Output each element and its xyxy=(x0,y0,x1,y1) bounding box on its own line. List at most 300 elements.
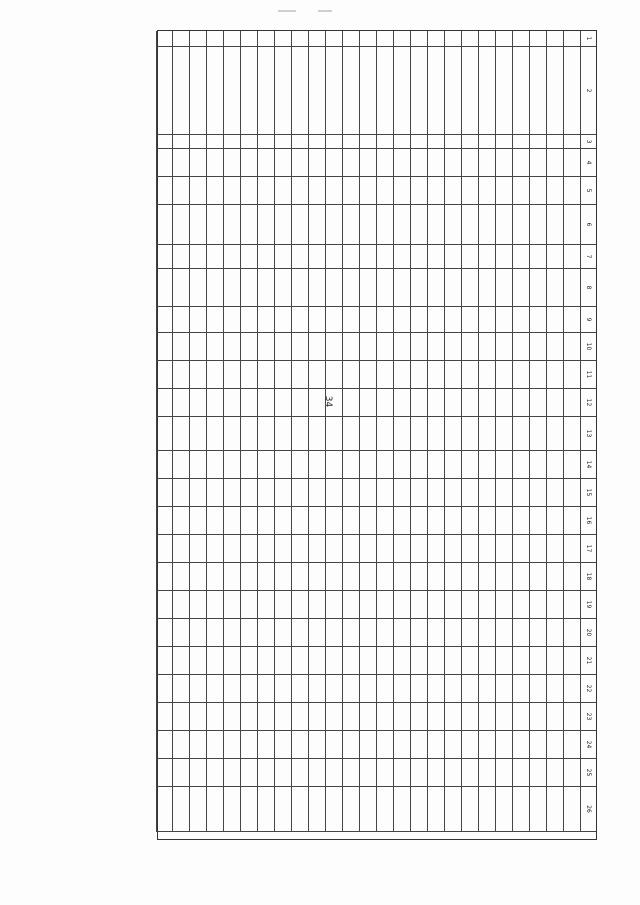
table-cell xyxy=(512,647,529,675)
table-cell xyxy=(495,703,512,731)
table-cell xyxy=(172,245,189,269)
table-cell xyxy=(206,479,223,507)
table-cell xyxy=(563,361,580,389)
table-cell xyxy=(427,149,444,177)
table-cell xyxy=(359,177,376,205)
table-cell xyxy=(172,135,189,149)
table-cell xyxy=(342,591,359,619)
table-cell xyxy=(427,417,444,451)
table-cell xyxy=(529,177,546,205)
table-cell xyxy=(546,787,563,832)
table-cell xyxy=(427,135,444,149)
table-cell xyxy=(495,177,512,205)
table-cell xyxy=(529,731,546,759)
table-cell xyxy=(223,507,240,535)
table-cell xyxy=(342,535,359,563)
table-cell xyxy=(512,333,529,361)
table-cell xyxy=(427,703,444,731)
table-cell xyxy=(563,177,580,205)
table-cell xyxy=(546,451,563,479)
table-cell xyxy=(478,245,495,269)
table-cell xyxy=(172,507,189,535)
table-cell xyxy=(529,479,546,507)
table-cell xyxy=(172,31,189,47)
table-cell xyxy=(325,361,342,389)
table-cell xyxy=(308,535,325,563)
table-cell xyxy=(206,563,223,591)
table-cell xyxy=(156,591,172,619)
table-cell xyxy=(393,205,410,245)
table-cell xyxy=(512,47,529,135)
table-cell xyxy=(478,47,495,135)
table-cell xyxy=(546,135,563,149)
table-cell xyxy=(512,759,529,787)
table-cell xyxy=(393,31,410,47)
table-cell xyxy=(461,479,478,507)
table-cell xyxy=(308,591,325,619)
table-cell xyxy=(274,703,291,731)
table-cell xyxy=(563,135,580,149)
table-cell xyxy=(308,787,325,832)
table-cell xyxy=(461,619,478,647)
table-cell xyxy=(529,269,546,307)
column-number-cell: 9 xyxy=(580,307,596,333)
table-cell xyxy=(156,675,172,703)
table-cell xyxy=(156,361,172,389)
table-cell xyxy=(393,307,410,333)
table-cell xyxy=(156,333,172,361)
table-cell xyxy=(257,647,274,675)
table-cell xyxy=(257,205,274,245)
table-cell xyxy=(461,135,478,149)
table-cell xyxy=(427,31,444,47)
table-cell xyxy=(563,591,580,619)
table-cell xyxy=(461,507,478,535)
table-cell xyxy=(325,675,342,703)
table-cell xyxy=(257,47,274,135)
table-cell xyxy=(172,333,189,361)
table-cell xyxy=(274,451,291,479)
table-cell xyxy=(529,245,546,269)
table-cell xyxy=(257,31,274,47)
table-cell xyxy=(189,269,206,307)
table-cell xyxy=(223,149,240,177)
table-cell xyxy=(223,307,240,333)
table-cell xyxy=(529,31,546,47)
table-cell xyxy=(325,333,342,361)
table-cell xyxy=(444,135,461,149)
table-cell xyxy=(359,31,376,47)
table-cell xyxy=(156,47,172,135)
table-cell xyxy=(461,389,478,417)
table-cell xyxy=(478,451,495,479)
table-cell xyxy=(257,307,274,333)
table-cell xyxy=(512,307,529,333)
table-cell xyxy=(478,619,495,647)
table-cell xyxy=(359,149,376,177)
table-cell xyxy=(478,177,495,205)
table-cell xyxy=(342,307,359,333)
table-cell xyxy=(393,333,410,361)
table-cell xyxy=(172,535,189,563)
table-cell xyxy=(563,245,580,269)
table-cell xyxy=(512,149,529,177)
table-cell xyxy=(546,149,563,177)
table-cell xyxy=(274,361,291,389)
table-cell xyxy=(274,149,291,177)
table-cell xyxy=(342,389,359,417)
table-cell xyxy=(240,269,257,307)
table-cell xyxy=(512,177,529,205)
table-cell xyxy=(512,135,529,149)
column-number-cell: 6 xyxy=(580,205,596,245)
table-cell xyxy=(529,759,546,787)
table-cell xyxy=(444,759,461,787)
table-cell xyxy=(156,135,172,149)
table-cell xyxy=(563,307,580,333)
table-cell xyxy=(410,535,427,563)
table-cell xyxy=(359,507,376,535)
table-cell xyxy=(563,389,580,417)
table-cell xyxy=(240,563,257,591)
table-cell xyxy=(512,389,529,417)
table-cell xyxy=(308,389,325,417)
table-cell xyxy=(189,451,206,479)
table-cell xyxy=(478,507,495,535)
table-cell xyxy=(257,731,274,759)
table-cell xyxy=(206,507,223,535)
table-cell xyxy=(325,307,342,333)
table-cell xyxy=(410,31,427,47)
table-cell xyxy=(274,619,291,647)
table-cell xyxy=(240,389,257,417)
table-cell xyxy=(189,591,206,619)
table-cell xyxy=(240,479,257,507)
table-cell xyxy=(291,451,308,479)
table-cell xyxy=(444,361,461,389)
table-cell xyxy=(512,591,529,619)
table-cell xyxy=(529,361,546,389)
table-cell xyxy=(359,591,376,619)
table-cell xyxy=(206,149,223,177)
table-cell xyxy=(359,451,376,479)
table-cell xyxy=(512,31,529,47)
table-cell xyxy=(410,149,427,177)
table-cell xyxy=(444,245,461,269)
table-cell xyxy=(172,451,189,479)
table-cell xyxy=(189,47,206,135)
table-cell xyxy=(529,507,546,535)
table-cell xyxy=(461,47,478,135)
table-cell xyxy=(376,269,393,307)
table-cell xyxy=(172,675,189,703)
column-number-cell: 10 xyxy=(580,333,596,361)
table-cell xyxy=(257,675,274,703)
table-cell xyxy=(274,47,291,135)
table-cell xyxy=(495,647,512,675)
table-cell xyxy=(495,591,512,619)
table-cell xyxy=(172,479,189,507)
table-cell xyxy=(308,619,325,647)
table-cell xyxy=(291,507,308,535)
table-cell xyxy=(410,177,427,205)
table-cell xyxy=(206,731,223,759)
table-cell xyxy=(376,389,393,417)
table-cell xyxy=(291,703,308,731)
table-cell xyxy=(240,177,257,205)
table-cell xyxy=(291,361,308,389)
table-cell xyxy=(529,149,546,177)
table-cell xyxy=(240,675,257,703)
table-cell xyxy=(189,619,206,647)
column-number-cell: 26 xyxy=(580,787,596,832)
table-cell xyxy=(444,417,461,451)
table-cell xyxy=(427,205,444,245)
table-cell xyxy=(359,333,376,361)
table-cell xyxy=(274,591,291,619)
table-cell xyxy=(376,563,393,591)
table-cell xyxy=(223,245,240,269)
table-cell xyxy=(478,361,495,389)
table-cell xyxy=(257,269,274,307)
column-number-cell: 11 xyxy=(580,361,596,389)
column-number-cell: 18 xyxy=(580,563,596,591)
column-number-cell: 12 xyxy=(580,389,596,417)
table-cell xyxy=(206,245,223,269)
table-cell xyxy=(156,535,172,563)
table-cell xyxy=(325,535,342,563)
table-cell xyxy=(393,787,410,832)
table-cell xyxy=(495,31,512,47)
table-cell xyxy=(206,417,223,451)
table-cell xyxy=(427,731,444,759)
table-cell xyxy=(359,269,376,307)
table-cell xyxy=(495,205,512,245)
table-cell xyxy=(223,361,240,389)
table-cell xyxy=(529,619,546,647)
table-cell xyxy=(410,479,427,507)
table-cell xyxy=(410,451,427,479)
table-cell xyxy=(546,591,563,619)
table-cell xyxy=(156,149,172,177)
table-cell xyxy=(189,535,206,563)
table-cell xyxy=(546,361,563,389)
table-cell xyxy=(240,731,257,759)
table-cell xyxy=(563,675,580,703)
table-cell xyxy=(257,787,274,832)
table-cell xyxy=(461,647,478,675)
table-cell xyxy=(291,177,308,205)
table-cell xyxy=(291,333,308,361)
table-cell xyxy=(223,787,240,832)
table-cell xyxy=(223,703,240,731)
table-cell xyxy=(393,245,410,269)
table-cell xyxy=(393,479,410,507)
table-cell xyxy=(563,479,580,507)
table-cell xyxy=(444,647,461,675)
column-number-cell: 8 xyxy=(580,269,596,307)
table-cell xyxy=(444,731,461,759)
table-cell xyxy=(546,269,563,307)
table-cell xyxy=(274,31,291,47)
table-cell xyxy=(546,535,563,563)
table-cell xyxy=(410,205,427,245)
table-cell xyxy=(393,47,410,135)
table-cell xyxy=(325,451,342,479)
table-cell xyxy=(240,361,257,389)
table-cell xyxy=(223,177,240,205)
table-cell xyxy=(291,591,308,619)
table-cell xyxy=(393,451,410,479)
table-cell xyxy=(563,507,580,535)
table-cell xyxy=(478,591,495,619)
table-cell xyxy=(444,269,461,307)
table-cell xyxy=(563,451,580,479)
table-cell xyxy=(240,149,257,177)
table-cell xyxy=(156,647,172,675)
table-cell xyxy=(427,389,444,417)
table-cell xyxy=(529,417,546,451)
column-number-cell: 3 xyxy=(580,135,596,149)
table-cell xyxy=(563,205,580,245)
table-cell xyxy=(410,135,427,149)
table-cell xyxy=(240,333,257,361)
table-cell xyxy=(274,535,291,563)
table-cell xyxy=(172,703,189,731)
table-cell xyxy=(274,417,291,451)
table-cell xyxy=(308,417,325,451)
table-cell xyxy=(444,479,461,507)
table-cell xyxy=(206,307,223,333)
table-cell xyxy=(563,333,580,361)
table-cell xyxy=(461,361,478,389)
table-cell xyxy=(189,787,206,832)
table-cell xyxy=(172,47,189,135)
table-cell xyxy=(376,333,393,361)
table-cell xyxy=(512,245,529,269)
table-cell xyxy=(274,647,291,675)
table-cell xyxy=(410,245,427,269)
table-cell xyxy=(291,269,308,307)
table-cell xyxy=(478,205,495,245)
table-cell xyxy=(512,675,529,703)
column-number-cell: 2 xyxy=(580,47,596,135)
table-cell xyxy=(223,647,240,675)
table-cell xyxy=(359,787,376,832)
table-cell xyxy=(325,245,342,269)
table-cell xyxy=(495,361,512,389)
table-cell xyxy=(546,31,563,47)
table-cell xyxy=(342,731,359,759)
table-cell xyxy=(342,675,359,703)
table-cell xyxy=(291,245,308,269)
table-cell xyxy=(274,245,291,269)
table-cell xyxy=(461,787,478,832)
table-cell xyxy=(257,703,274,731)
table-cell xyxy=(461,149,478,177)
table-cell xyxy=(206,47,223,135)
table-cell xyxy=(546,389,563,417)
table-cell xyxy=(172,361,189,389)
table-cell xyxy=(495,417,512,451)
table-cell xyxy=(478,135,495,149)
table-cell xyxy=(172,269,189,307)
table-cell xyxy=(495,619,512,647)
table-cell xyxy=(189,479,206,507)
table-cell xyxy=(410,787,427,832)
table-cell xyxy=(478,31,495,47)
table-cell xyxy=(342,703,359,731)
table-cell xyxy=(223,535,240,563)
table-cell xyxy=(308,507,325,535)
table-cell xyxy=(478,703,495,731)
table-cell xyxy=(291,47,308,135)
table-cell xyxy=(478,787,495,832)
table-cell xyxy=(308,47,325,135)
table-cell xyxy=(427,47,444,135)
table-cell xyxy=(325,389,342,417)
column-number-cell: 20 xyxy=(580,619,596,647)
table-cell xyxy=(342,759,359,787)
table-cell xyxy=(427,535,444,563)
table-cell xyxy=(427,787,444,832)
table-cell xyxy=(206,269,223,307)
table-cell xyxy=(529,451,546,479)
table-cell xyxy=(410,307,427,333)
table-cell xyxy=(376,177,393,205)
table-cell xyxy=(563,703,580,731)
table-cell xyxy=(342,333,359,361)
table-cell xyxy=(172,619,189,647)
table-cell xyxy=(495,451,512,479)
table-cell xyxy=(206,759,223,787)
table-cell xyxy=(393,177,410,205)
column-number-cell: 4 xyxy=(580,149,596,177)
table-cell xyxy=(546,675,563,703)
table-cell xyxy=(274,479,291,507)
table-cell xyxy=(512,269,529,307)
table-cell xyxy=(376,591,393,619)
table-cell xyxy=(308,451,325,479)
table-cell xyxy=(444,619,461,647)
table-cell xyxy=(172,389,189,417)
table-cell xyxy=(444,507,461,535)
table-cell xyxy=(223,47,240,135)
table-cell xyxy=(376,451,393,479)
table-cell xyxy=(308,269,325,307)
table-cell xyxy=(206,177,223,205)
table-cell xyxy=(461,269,478,307)
table-cell xyxy=(427,333,444,361)
table-cell xyxy=(291,563,308,591)
table-cell xyxy=(257,563,274,591)
table-cell xyxy=(461,417,478,451)
table-cell xyxy=(189,149,206,177)
table-cell xyxy=(342,563,359,591)
table-cell xyxy=(427,563,444,591)
table-cell xyxy=(172,417,189,451)
page-number: 34 xyxy=(323,395,334,408)
table-cell xyxy=(156,787,172,832)
table-cell xyxy=(444,389,461,417)
column-number-cell: 23 xyxy=(580,703,596,731)
table-cell xyxy=(291,417,308,451)
table-cell xyxy=(393,703,410,731)
table-cell xyxy=(478,149,495,177)
table-cell xyxy=(495,245,512,269)
table-cell xyxy=(410,647,427,675)
table-cell xyxy=(376,479,393,507)
